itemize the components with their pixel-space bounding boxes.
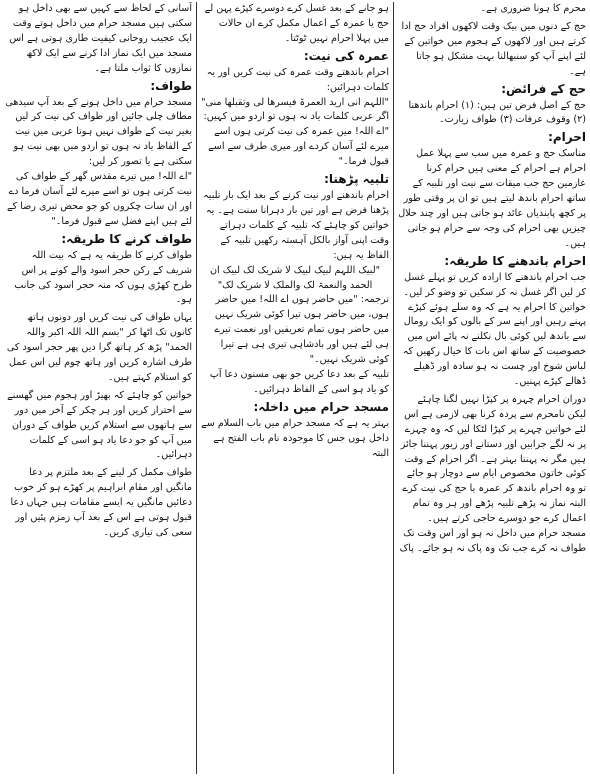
- paragraph: دوران احرام چہرہ پر کپڑا نہیں لگنا چاہئے لیکن نامحرم سے پردہ کرنا بھی لازمی ہے اس لئے خواتین چہرے پر کپڑا لٹکا لیں کہ وہ چہرے پر نہ لگے جرابیں اور دستانے اور زیور پہننا جائز ہیں مگر نہ پہننا بہتر ہے۔ اگر احرام کے وقت کوئی خاتون مخصوص ایام سے دوچار ہو جائے تو وہ احرام باندھ کر عمرہ یا حج کی نیت کرے البتہ نماز نہ پڑھے تلبیہ پڑھے اور ہر وہ تمام اعمال کرے جو دوسرے حاجی کرتے ہیں۔: [400, 393, 586, 525]
- paragraph: احرام باندھتے وقت عمرہ کی نیت کریں اور یہ کلمات دہرائیں:: [206, 66, 389, 93]
- paragraph: طواف کرنے کا طریقہ یہ ہے کہ بیت اللہ شریف کے رکن حجر اسود والے کونے پر اس طرح کھڑی ہوں کہ منہ حجر اسود کی جانب ہو۔: [14, 249, 192, 306]
- paragraph: حج کے دنوں میں بیک وقت لاکھوں افراد حج ادا کرتے ہیں اور لاکھوں کے ہجوم میں خواتین کے لئے اپنے آپ کو سنبھالنا بہت مشکل ہو جاتا ہے۔: [401, 20, 586, 77]
- section-heading: حج کے فرائض:: [501, 81, 586, 96]
- section-heading: عمرہ کی نیت:: [303, 48, 389, 63]
- paragraph: اگر عربی کلمات یاد نہ ہوں تو اردو میں کہیں: "اے اللہ! میں عمرہ کی نیت کرتی ہوں اسے میرے لئے آسان کردے اور میری طرف سے اسے قبول فرما۔": [203, 111, 389, 168]
- paragraph: "اے اللہ! میں تیرے مقدس گھر کے طواف کی نیت کرتی ہوں تو اسے میرے لئے آسان فرما دے اور ان سات چکروں کو جو محض تیری رضا کے لئے ہیں اپنے فضل سے قبول فرما۔": [6, 171, 192, 227]
- column-divider: [196, 2, 197, 774]
- paragraph: خواتین کو چاہئے کہ بھیڑ اور ہجوم میں گھسنے سے احتراز کریں اور ہر چکر کے آخر میں دور سے ہاتھوں سے استلام کریں طواف کے دوران میں آپ کو جو دعا یاد ہو اسی کے کلمات دہرائیں۔: [7, 389, 192, 461]
- arabic-quote: "اللہم انی ارید العمرۃ فیسرھا لی وتقبلھا منی": [201, 96, 389, 108]
- arabic-quote: "لبیک اللہم لبیک لبیک لا شریک لک لبیک ان الحمد والنعمۃ لک والملک لا شریک لک": [209, 264, 381, 291]
- paragraph: ہو جانے کے بعد غسل کرے دوسرے کپڑے پہن لے حج یا عمرہ کے اعمال مکمل کرے ان حالات میں پہلا احرام نہیں ٹوٹتا۔: [204, 3, 389, 44]
- column-middle: [201, 2, 389, 774]
- paragraph: مسجد حرام میں داخل نہ ہو اور اس وقت تک طواف نہ کرے جب تک وہ پاک نہ ہو جائے۔ پاک: [399, 528, 586, 554]
- paragraph: آسانی کے لحاظ سے کہیں سے بھی داخل ہو سکتی ہیں مسجد حرام میں داخل ہوتے وقت ایک عجیب روحانی کیفیت طاری ہوتی ہے اس مسجد میں ایک نماز ادا کرنے سے ایک لاکھ نمازوں کا ثواب ملتا ہے۔: [9, 3, 192, 74]
- paragraph: ترجمہ: "میں حاضر ہوں اے اللہ! میں حاضر ہوں، میں حاضر ہوں تیرا کوئی شریک نہیں میں حاضر ہوں تمام تعریفیں اور نعمت تیرے ہی لئے ہیں اور بادشاہی تیری ہی ہے تیرا کوئی شریک نہیں۔": [214, 294, 389, 366]
- section-heading: طواف:: [150, 78, 192, 93]
- paragraph: محرم کا ہونا ضروری ہے۔: [480, 3, 586, 14]
- paragraph: تلبیہ کے بعد دعا کریں جو بھی مسنون دعا آپ کو یاد ہو اسی کے الفاظ دہرائیں۔: [209, 368, 389, 395]
- paragraph: جب احرام باندھنے کا ارادہ کریں تو پہلے غسل کر لیں اگر غسل نہ کر سکیں تو وضو کر لیں۔ خواتین کا احرام یہ ہے کہ وہ سلے ہوئے کپڑے پہنے رہیں اور اپنے سر کے بالوں کو ایک رومال سے باندھ لیں کوئی بال نکلنے نہ پائے اس میں خصوصیت کے ساتھ اس بات کا خیال رکھیں کہ لباس شوخ اور چست نہ ہو سادہ اور ڈھیلے ڈھالے کپڑے پہنیں۔: [402, 271, 586, 388]
- section-heading: احرام:: [548, 130, 586, 145]
- section-heading: طواف کرنے کا طریقہ:: [61, 231, 192, 246]
- paragraph: احرام باندھنے اور نیت کرنے کے بعد ایک بار تلبیہ پڑھنا فرض ہے اور تین بار دہرانا سنت ہے۔ یہ خواتین کو چاہئے کہ تلبیہ کے کلمات دہراتے وقت اپنی آواز بالکل آہستہ رکھیں تلبیہ کے الفاظ یہ ہیں:: [203, 190, 389, 261]
- paragraph: مناسک حج و عمرہ میں سب سے پہلا عمل احرام ہے احرام کے معنی ہیں حرام کرنا عازمین حج جب میقات سے نیت اور تلبیہ کے ساتھ احرام باندھ لیتے ہیں تو ان پر وقتی طور پر کچھ پابندیاں عائد ہو جاتی ہیں اور چند حلال چیزیں بھی احرام کی وجہ سے حرام ہو جاتی ہیں۔: [398, 148, 586, 249]
- paragraph: حج کے اصل فرض تین ہیں: (۱) احرام باندھنا (۲) وقوف عرفات (۳) طواف زیارت۔: [408, 99, 586, 126]
- paragraph: بہتر یہ ہے کہ مسجد حرام میں باب السلام سے داخل ہوں جس کا موجودہ نام باب الفتح ہے البتہ: [201, 417, 389, 459]
- section-heading: احرام باندھنے کا طریقہ:: [444, 253, 586, 268]
- column-right: [398, 2, 586, 774]
- section-heading: تلبیہ پڑھنا:: [324, 172, 389, 187]
- column-left: [4, 2, 192, 774]
- paragraph: مسجد حرام میں داخل ہونے کے بعد آپ سیدھی مطاف چلی جائیں اور طواف کی نیت کر لیں بغیر نیت کے طواف نہیں ہوتا عربی میں نیت کے الفاظ یاد نہ ہوں تو اردو میں بھی نیت ہو سکتی ہے یا تصور کر لیں:: [5, 96, 192, 168]
- paragraph: یہاں طواف کی نیت کریں اور دونوں ہاتھ کانوں تک اٹھا کر "بسم اللہ اللہ اکبر واللہ الحمد" پڑھ کر ہاتھ گرا دیں پھر حجر اسود کی طرف اشارہ کریں اور ہاتھ چوم لیں اس عمل کو استلام کہتے ہیں۔: [6, 312, 192, 383]
- section-heading: مسجد حرام میں داخلہ:: [253, 399, 389, 414]
- paragraph: طواف مکمل کر لینے کے بعد ملتزم پر دعا مانگیں اور مقام ابراہیم پر کھڑے ہو کر خوب دعائیں مانگیں یہ ایسے مقامات ہیں جہاں دعا قبول ہوتی ہے اس کے بعد آپ زمزم پئیں اور سعی کی تیاری کریں۔: [10, 467, 192, 538]
- column-divider: [393, 2, 394, 774]
